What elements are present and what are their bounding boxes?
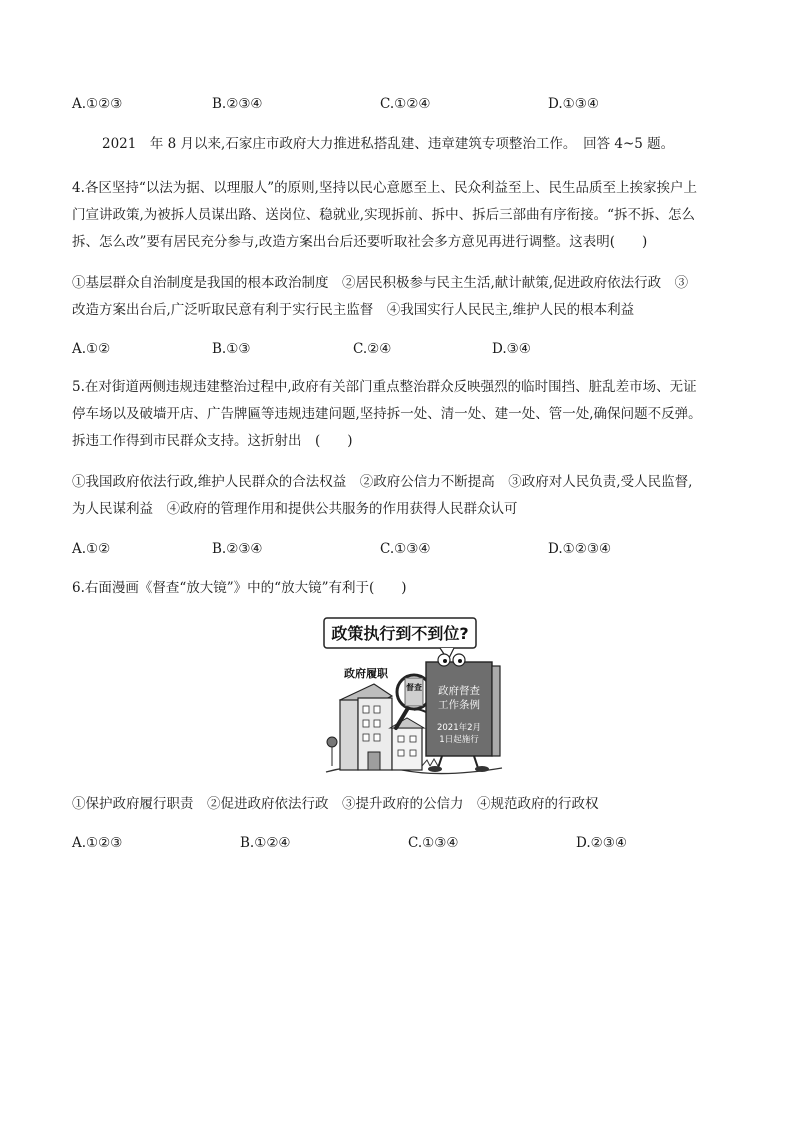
q3-options — [72, 94, 722, 114]
q6-option-d: D.②③④ — [576, 835, 627, 851]
book-title-line-2: 工作条例 — [438, 699, 480, 711]
q3-option-c: C.①②④ — [380, 96, 431, 112]
q3-option-a: A.①②③ — [72, 96, 123, 112]
q4-option-b: B.①③ — [212, 341, 251, 357]
cartoon-building-label: 政府履职 — [344, 667, 388, 680]
cartoon-drawing — [322, 616, 512, 776]
cartoon-banner-text: 政策执行到不到位? — [331, 624, 469, 643]
q6-option-b: B.①②④ — [240, 835, 291, 851]
q6-stem: 6.右面漫画《督查“放大镜”》中的“放大镜”有利于( ) — [72, 580, 407, 596]
q5-option-b: B.②③④ — [212, 541, 263, 557]
q5-statements-line-2: 为人民谋利益 ④政府的管理作用和提供公共服务的作用获得人民群众认可 — [72, 501, 518, 517]
q5-stem-line-2: 停车场以及破墙开店、广告牌匾等违规违建问题,坚持拆一处、清一处、建一处、管一处,确保问题不反弹。 — [72, 406, 702, 422]
q4-stem-line-2: 门宣讲政策,为被拆人员谋出路、送岗位、稳就业,实现拆前、拆中、拆后三部曲有序衔接。“拆不拆、怎么 — [72, 207, 695, 223]
q6-options — [72, 833, 722, 853]
q5-option-d: D.①②③④ — [548, 541, 612, 557]
q5-stem-line-1: 5.在对街道两侧违规违建整治过程中,政府有关部门重点整治群众反映强烈的临时围挡、脏乱差市场、无证 — [72, 379, 697, 395]
q4-option-a: A.①② — [72, 341, 111, 357]
q3-option-b: B.②③④ — [212, 96, 263, 112]
cartoon-supervision-magnifier — [322, 616, 512, 776]
q6-statements: ①保护政府履行职责 ②促进政府依法行政 ③提升政府的公信力 ④规范政府的行政权 — [72, 796, 599, 812]
q5-option-c: C.①③④ — [380, 541, 431, 557]
book-date-line-1: 2021年2月 — [436, 723, 482, 733]
q3-option-d: D.①③④ — [548, 96, 599, 112]
q5-statements-line-1: ①我国政府依法行政,维护人民群众的合法权益 ②政府公信力不断提高 ③政府对人民负责,受人民监督, — [72, 474, 693, 490]
q6-option-a: A.①②③ — [72, 835, 123, 851]
q5-options — [72, 539, 722, 559]
material-intro: 2021 年 8 月以来,石家庄市政府大力推进私搭乱建、违章建筑专项整治工作。 回答 4~5 题。 — [102, 136, 675, 152]
q4-statements-line-2: 改造方案出台后,广泛听取民意有利于实行民主监督 ④我国实行人民民主,维护人民的根本利益 — [72, 302, 635, 318]
q4-option-c: C.②④ — [353, 341, 392, 357]
regulation-book — [426, 654, 500, 772]
book-title-line-1: 政府督查 — [438, 685, 480, 697]
q4-stem-line-3: 拆、怎么改”要有居民充分参与,改造方案出台后还要听取社会多方意见再进行调整。这表明( ) — [72, 234, 648, 250]
q4-options — [72, 339, 722, 359]
q5-option-a: A.①② — [72, 541, 111, 557]
q4-statements-line-1: ①基层群众自治制度是我国的根本政治制度 ②居民积极参与民主生活,献计献策,促进政府依法行政 ③ — [72, 275, 689, 291]
cartoon-arm — [414, 709, 426, 712]
q4-stem-line-1: 4.各区坚持“以法为据、以理服人”的原则,坚持以民心意愿至上、民众利益至上、民生品质至上挨家挨户上 — [72, 180, 697, 196]
q6-option-c: C.①③④ — [408, 835, 459, 851]
q4-option-d: D.③④ — [492, 341, 531, 357]
book-date-line-2: 1日起施行 — [439, 735, 479, 745]
q5-stem-line-3: 拆违工作得到市民群众支持。这折射出 ( ) — [72, 433, 353, 449]
magnifier-text: 督查 — [406, 683, 422, 692]
